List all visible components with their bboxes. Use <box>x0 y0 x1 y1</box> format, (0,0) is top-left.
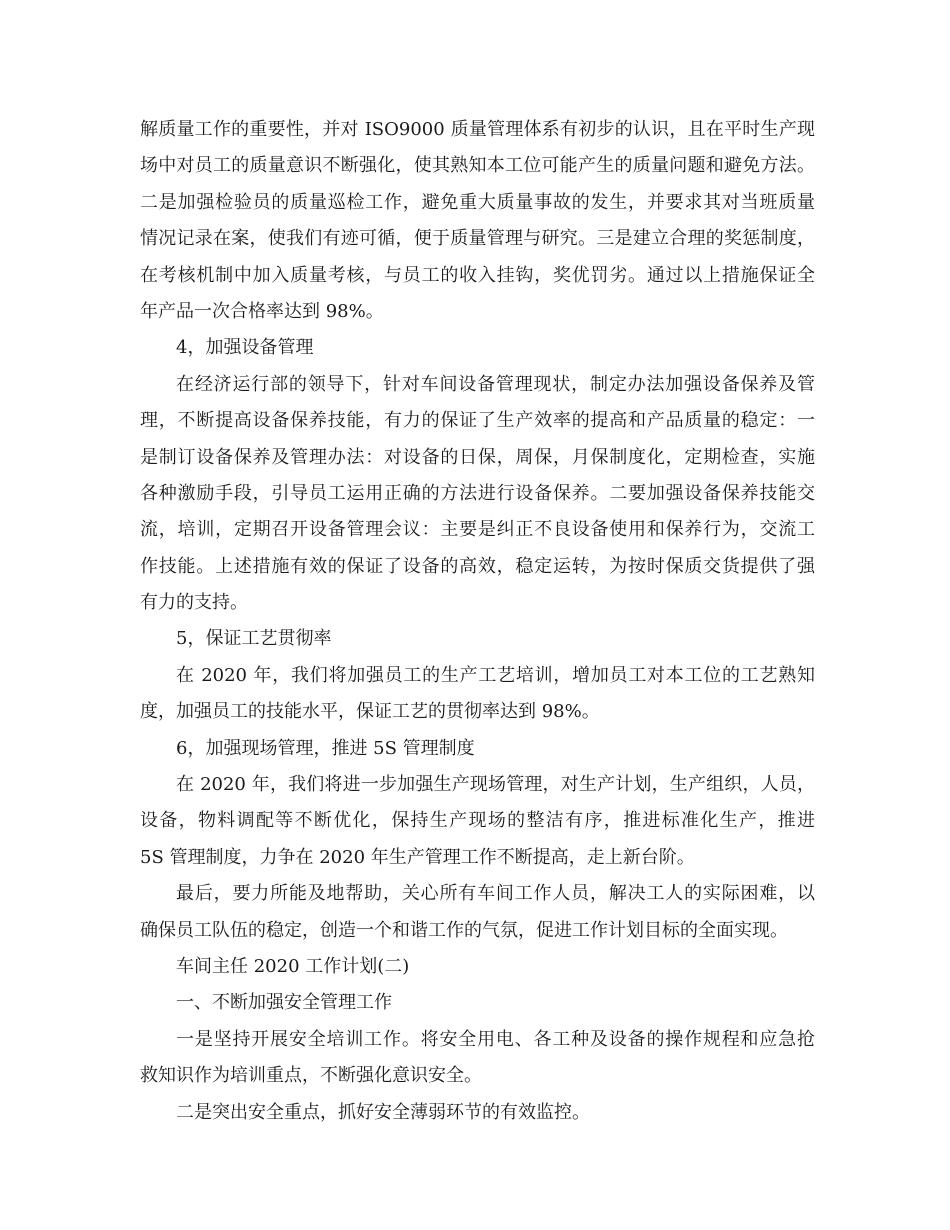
text-line: 二是加强检验员的质量巡检工作，避免重大质量事故的发生，并要求其对当班质量 <box>140 191 815 213</box>
text-line: 二是突出安全重点，抓好安全薄弱环节的有效监控。 <box>176 1101 590 1123</box>
text-line: 一是坚持开展安全培训工作。将安全用电、各工种及设备的操作规程和应急抢 <box>176 1028 815 1050</box>
text-line: 场中对员工的质量意识不断强化，使其熟知本工位可能产生的质量问题和避免方法。 <box>140 155 815 177</box>
text-line: 最后，要力所能及地帮助，关心所有车间工作人员，解决工人的实际困难，以 <box>176 883 815 905</box>
document-page <box>140 112 815 1131</box>
text-line: 5S 管理制度，力争在 2020 年生产管理工作不断提高，走上新台阶。 <box>140 846 695 868</box>
text-line: 理，不断提高设备保养技能，有力的保证了生产效率的提高和产品质量的稳定：一 <box>140 410 815 432</box>
text-line: 度，加强员工的技能水平，保证工艺的贯彻率达到 98%。 <box>140 701 600 723</box>
text-line: 作技能。上述措施有效的保证了设备的高效，稳定运转，为按时保质交货提供了强 <box>140 555 815 577</box>
text-line: 解质量工作的重要性，并对 ISO9000 质量管理体系有初步的认识，且在平时生产现 <box>140 119 815 140</box>
text-line: 车间主任 2020 工作计划(二) <box>176 955 410 977</box>
text-line: 各种激励手段，引导员工运用正确的方法进行设备保养。二要加强设备保养技能交 <box>140 482 815 504</box>
text-line: 设备，物料调配等不断优化，保持生产现场的整洁有序，推进标准化生产，推进 <box>140 810 815 832</box>
text-line: 流，培训，定期召开设备管理会议：主要是纠正不良设备使用和保养行为，交流工 <box>140 519 815 541</box>
text-line: 4，加强设备管理 <box>176 337 314 359</box>
text-line: 情况记录在案，使我们有迹可循，便于质量管理与研究。三是建立合理的奖惩制度， <box>140 228 815 250</box>
text-line: 是制订设备保养及管理办法：对设备的日保，周保，月保制度化，定期检查，实施 <box>140 446 815 468</box>
text-line: 救知识作为培训重点，不断强化意识安全。 <box>140 1065 482 1087</box>
text-line: 6，加强现场管理，推进 5S 管理制度 <box>176 737 475 759</box>
text-line: 一、不断加强安全管理工作 <box>176 992 392 1014</box>
text-line: 确保员工队伍的稳定，创造一个和谐工作的气氛，促进工作计划目标的全面实现。 <box>140 919 788 941</box>
text-line: 在经济运行部的领导下，针对车间设备管理现状，制定办法加强设备保养及管 <box>176 373 815 395</box>
text-line: 在 2020 年，我们将进一步加强生产现场管理，对生产计划，生产组织，人员， <box>176 774 815 796</box>
text-line: 在 2020 年，我们将加强员工的生产工艺培训，增加员工对本工位的工艺熟知 <box>176 664 815 686</box>
text-line: 年产品一次合格率达到 98%。 <box>140 300 384 322</box>
text-line: 有力的支持。 <box>140 592 248 614</box>
text-line: 5，保证工艺贯彻率 <box>176 628 332 650</box>
text-line: 在考核机制中加入质量考核，与员工的收入挂钩，奖优罚劣。通过以上措施保证全 <box>140 264 815 286</box>
